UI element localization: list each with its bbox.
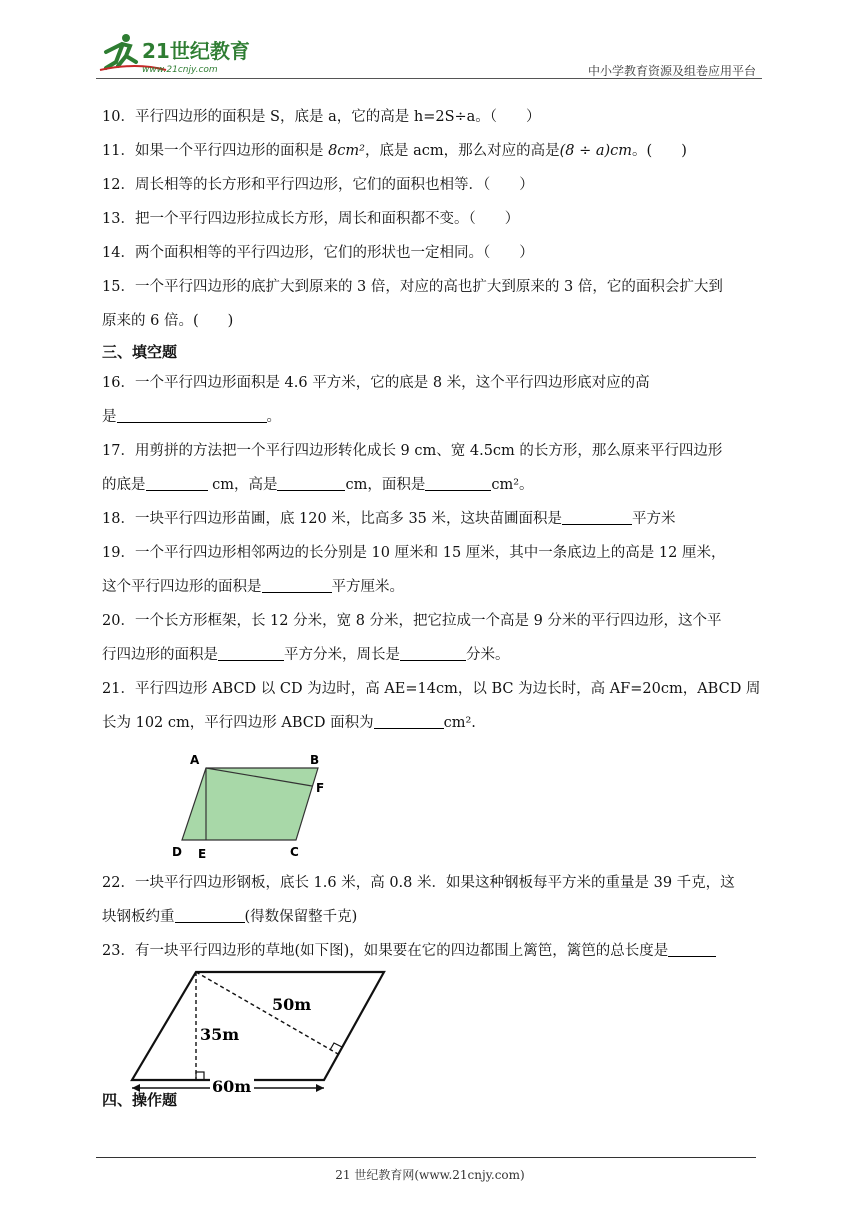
question-23-line1: 23．有一块平行四边形的草地(如下图)，如果要在它的四边都围上篱笆，篱笆的总长度是 — [102, 934, 762, 968]
question-15-line2: 原来的 6 倍。( ) — [102, 313, 234, 329]
question-13: 13．把一个平行四边形拉成长方形，周长和面积都不变。（ ） — [102, 211, 520, 227]
section-title-operation: 四、操作题 — [102, 1091, 178, 1109]
question-15-line1: 15．一个平行四边形的底扩大到原来的 3 倍，对应的高也扩大到原来的 3 倍，它的面积会扩大到 — [102, 279, 723, 295]
label-35m: 35m — [200, 1025, 240, 1044]
right-angle-marker — [196, 1072, 204, 1080]
question-list — [102, 100, 762, 1114]
answer-blank[interactable] — [175, 907, 245, 923]
answer-blank[interactable] — [400, 645, 466, 661]
question-11: 11．如果一个平行四边形的面积是 8cm²，底是 acm，那么对应的高是(8 ÷ a)cm。( ) — [102, 143, 687, 159]
question-22-line2: 块钢板约重 (得数保留整千克) — [102, 900, 762, 934]
math-height: (8 ÷ a)cm — [559, 143, 633, 159]
label-c: C — [290, 845, 299, 859]
answer-blank[interactable] — [562, 509, 632, 525]
platform-tagline: 中小学教育资源及组卷应用平台 — [587, 64, 756, 78]
question-19-line2: 这个平行四边形的面积是 平方厘米。 — [102, 570, 762, 604]
label-a: A — [190, 753, 200, 767]
answer-blank[interactable] — [668, 941, 716, 957]
question-16-line2: 是 。 — [102, 400, 762, 434]
question-21-line2: 长为 102 cm，平行四边形 ABCD 面积为 cm². — [102, 706, 762, 740]
answer-blank[interactable] — [117, 407, 267, 423]
answer-blank[interactable] — [277, 475, 345, 491]
question-17-line1: 17．用剪拼的方法把一个平行四边形转化成长 9 cm、宽 4.5cm 的长方形，那么原来平行四边形 — [102, 443, 723, 459]
question-16-line1: 16．一个平行四边形面积是 4.6 平方米，它的底是 8 米，这个平行四边形底对应的高 — [102, 375, 650, 391]
answer-blank[interactable] — [374, 713, 444, 729]
label-f: F — [316, 781, 325, 795]
label-e: E — [198, 847, 207, 861]
question-12: 12．周长相等的长方形和平行四边形，它们的面积也相等．（ ） — [102, 177, 534, 193]
page-header — [96, 32, 760, 78]
footer-divider — [96, 1157, 756, 1158]
label-60m: 60m — [212, 1077, 252, 1094]
logo-text: 21世纪教育 — [142, 39, 250, 63]
answer-blank[interactable] — [218, 645, 284, 661]
parallelogram-abcd-figure — [136, 744, 336, 864]
lawn-outline — [132, 972, 384, 1080]
question-18: 18．一块平行四边形苗圃，底 120 米，比高多 35 米，这块苗圃面积是 平方米 — [102, 502, 762, 536]
logo-21cnjy — [96, 32, 266, 76]
label-d: D — [172, 845, 182, 859]
question-21-line1: 21．平行四边形 ABCD 以 CD 为边时，高 AE=14cm，以 BC 为边长时，高 AF=20cm，ABCD 周 — [102, 681, 761, 697]
footer-text: 21 世纪教育网(www.21cnjy.com) — [335, 1168, 525, 1182]
question-17-line2: 的底是 cm，高是 cm，面积是 cm²。 — [102, 468, 762, 502]
logo-url: www.21cnjy.com — [142, 65, 218, 75]
section-title-fill-in: 三、填空题 — [102, 343, 178, 361]
question-14: 14．两个面积相等的平行四边形，它们的形状也一定相同。（ ） — [102, 245, 534, 261]
question-22-line1: 22．一块平行四边形钢板，底长 1.6 米，高 0.8 米．如果这种钢板每平方米的重量是 39 千克，这 — [102, 875, 735, 891]
answer-blank[interactable] — [146, 475, 208, 491]
question-20-line1: 20．一个长方形框架，长 12 分米，宽 8 分米，把它拉成一个高是 9 分米的平行四边形，这个平 — [102, 613, 722, 629]
header-divider — [96, 78, 762, 79]
math-area: 8cm² — [328, 143, 365, 159]
answer-blank[interactable] — [425, 475, 491, 491]
parallelogram-fill — [182, 768, 318, 840]
label-b: B — [310, 753, 320, 767]
question-10: 10．平行四边形的面积是 S，底是 a，它的高是 h=2S÷a。（ ） — [102, 109, 541, 125]
question-19-line1: 19．一个平行四边形相邻两边的长分别是 10 厘米和 15 厘米，其中一条底边上的高是 12 厘米， — [102, 545, 726, 561]
answer-blank[interactable] — [262, 577, 332, 593]
lawn-parallelogram-figure — [116, 968, 416, 1094]
label-50m: 50m — [272, 995, 312, 1014]
question-20-line2: 行四边形的面积是 平方分米，周长是 分米。 — [102, 638, 762, 672]
